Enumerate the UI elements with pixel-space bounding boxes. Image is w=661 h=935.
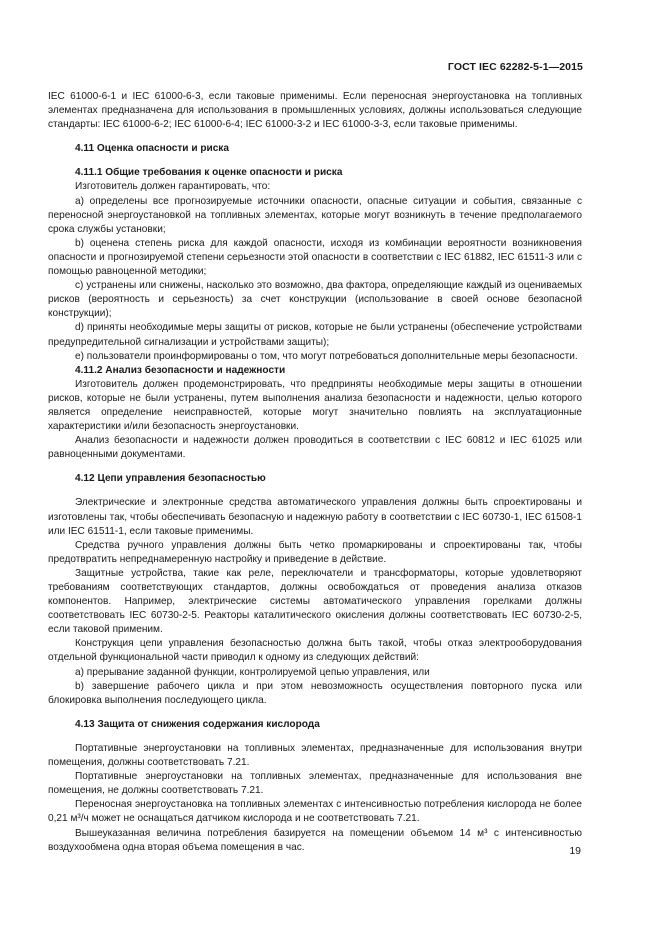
list-item-e: e) пользователи проинформированы о том, что могут потребоваться дополнительные меры безопасности. [75,350,578,362]
list-item-b: b) оценена степень риска для каждой опасности, исходя из комбинации вероятности возникновения опасности и прогнозируемой степени серьезности этой опасности в соответствии с IEC 61882, IEC 61511-3 или с помощью равноценной методики; [48,237,582,278]
paragraph: Конструкция цепи управления безопасностью должна быть такой, чтобы отказ электрооборудования отдельной функциональной части приводил к одному из следующих действий: [48,638,582,664]
standard-header: ГОСТ IEC 62282-5-1—2015 [447,61,583,73]
list-item-a: a) прерывание заданной функции, контролируемой цепью управления, или [75,666,430,678]
section-heading-4-12: 4.12 Цепи управления безопасностью [75,473,266,485]
section-heading-4-13: 4.13 Защита от снижения содержания кислорода [75,718,320,730]
subsection-heading-4-11-1: 4.11.1 Общие требования к оценке опасности и риска [75,167,343,179]
paragraph: Изготовитель должен продемонстрировать, что предприняты необходимые меры защиты в отношении рисков, которые не были устранены, путем выполнения анализа безопасности и надежности, целью которого является определение неисправностей, которые могут значительно повлиять на эксплуатационные характеристики и/или безопасность энергоустановки. [48,378,582,433]
subsection-heading-4-11-2: 4.11.2 Анализ безопасности и надежности [75,364,286,376]
paragraph: Портативные энергоустановки на топливных элементах, предназначенные для использования вне помещения, не должны соответствовать 7.21. [48,771,582,797]
list-item-c: c) устранены или снижены, насколько это возможно, два фактора, определяющие каждый из оцениваемых рисков (вероятность и серьезность) за счет конструкции (использование в своей основе безопасной конструкции); [48,280,582,320]
paragraph: Средства ручного управления должны быть четко промаркированы и спроектированы так, чтобы предотвратить непреднамеренную настройку и приведение в действие. [48,539,582,565]
page-number: 19 [569,845,581,857]
list-item-a: a) определены все прогнозируемые источники опасности, опасные ситуации и события, связанные с переносной энергоустановкой на топливных элементах, которые могут возникнуть в течение предполагаемого срока службы установки; [48,195,582,235]
paragraph: Защитные устройства, такие как реле, переключатели и трансформаторы, которые удовлетворяют требованиям соответствующих стандартов, должны освобождаться от проведения анализа отказов компонентов. Например, электрические системы автоматического управления горелками должны соответствовать IEC 60730-2-5. Реакторы каталитического окисления должны соответствовать IEC 60730-2-5, если таковой применим. [48,567,582,636]
section-heading-4-11: 4.11 Оценка опасности и риска [75,143,229,155]
list-item-b: b) завершение рабочего цикла и при этом невозможность осуществления повторного пуска или блокировка выполнения последующего цикла. [48,680,582,706]
paragraph: Электрические и электронные средства автоматического управления должны быть спроектированы и изготовлены так, чтобы обеспечивать безопасную и надежную работу в соответствии с IEC 60730-1, IEC 61508-1 или IEC 61511-1, если таковые применимы. [48,497,582,537]
paragraph: Портативные энергоустановки на топливных элементах, предназначенные для использования внутри помещения, должны соответствовать 7.21. [48,742,582,769]
document-body [48,90,582,855]
paragraph: Изготовитель должен гарантировать, что: [75,181,271,193]
paragraph: Переносная энергоустановка на топливных элементах с интенсивностью потребления кислорода не более 0,21 м³/ч может не оснащаться датчиком кислорода и не соответствовать 7.21. [48,799,582,825]
paragraph: Анализ безопасности и надежности должен проводиться в соответствии с IEC 60812 и IEC 61025 или равноценными документами. [48,435,582,461]
intro-paragraph: IEC 61000-6-1 и IEC 61000-6-3, если таковые применимы. Если переносная энергоустановка на топливных элементах предназначена для использования в промышленных условиях, должны использоваться следующие стандарты: IEC 61000-6-2; IEC 61000-6-4; IEC 61000-3-2 и IEC 61000-3-3, если таковые применимы. [48,91,582,131]
paragraph: Вышеуказанная величина потребления базируется на помещении объемом 14 м³ с интенсивностью воздухообмена одна вторая объема помещения в час. [48,827,582,853]
list-item-d: d) приняты необходимые меры защиты от рисков, которые не были устранены (обеспечение устройствами предупредительной сигнализации и устройствами защиты); [48,322,582,348]
